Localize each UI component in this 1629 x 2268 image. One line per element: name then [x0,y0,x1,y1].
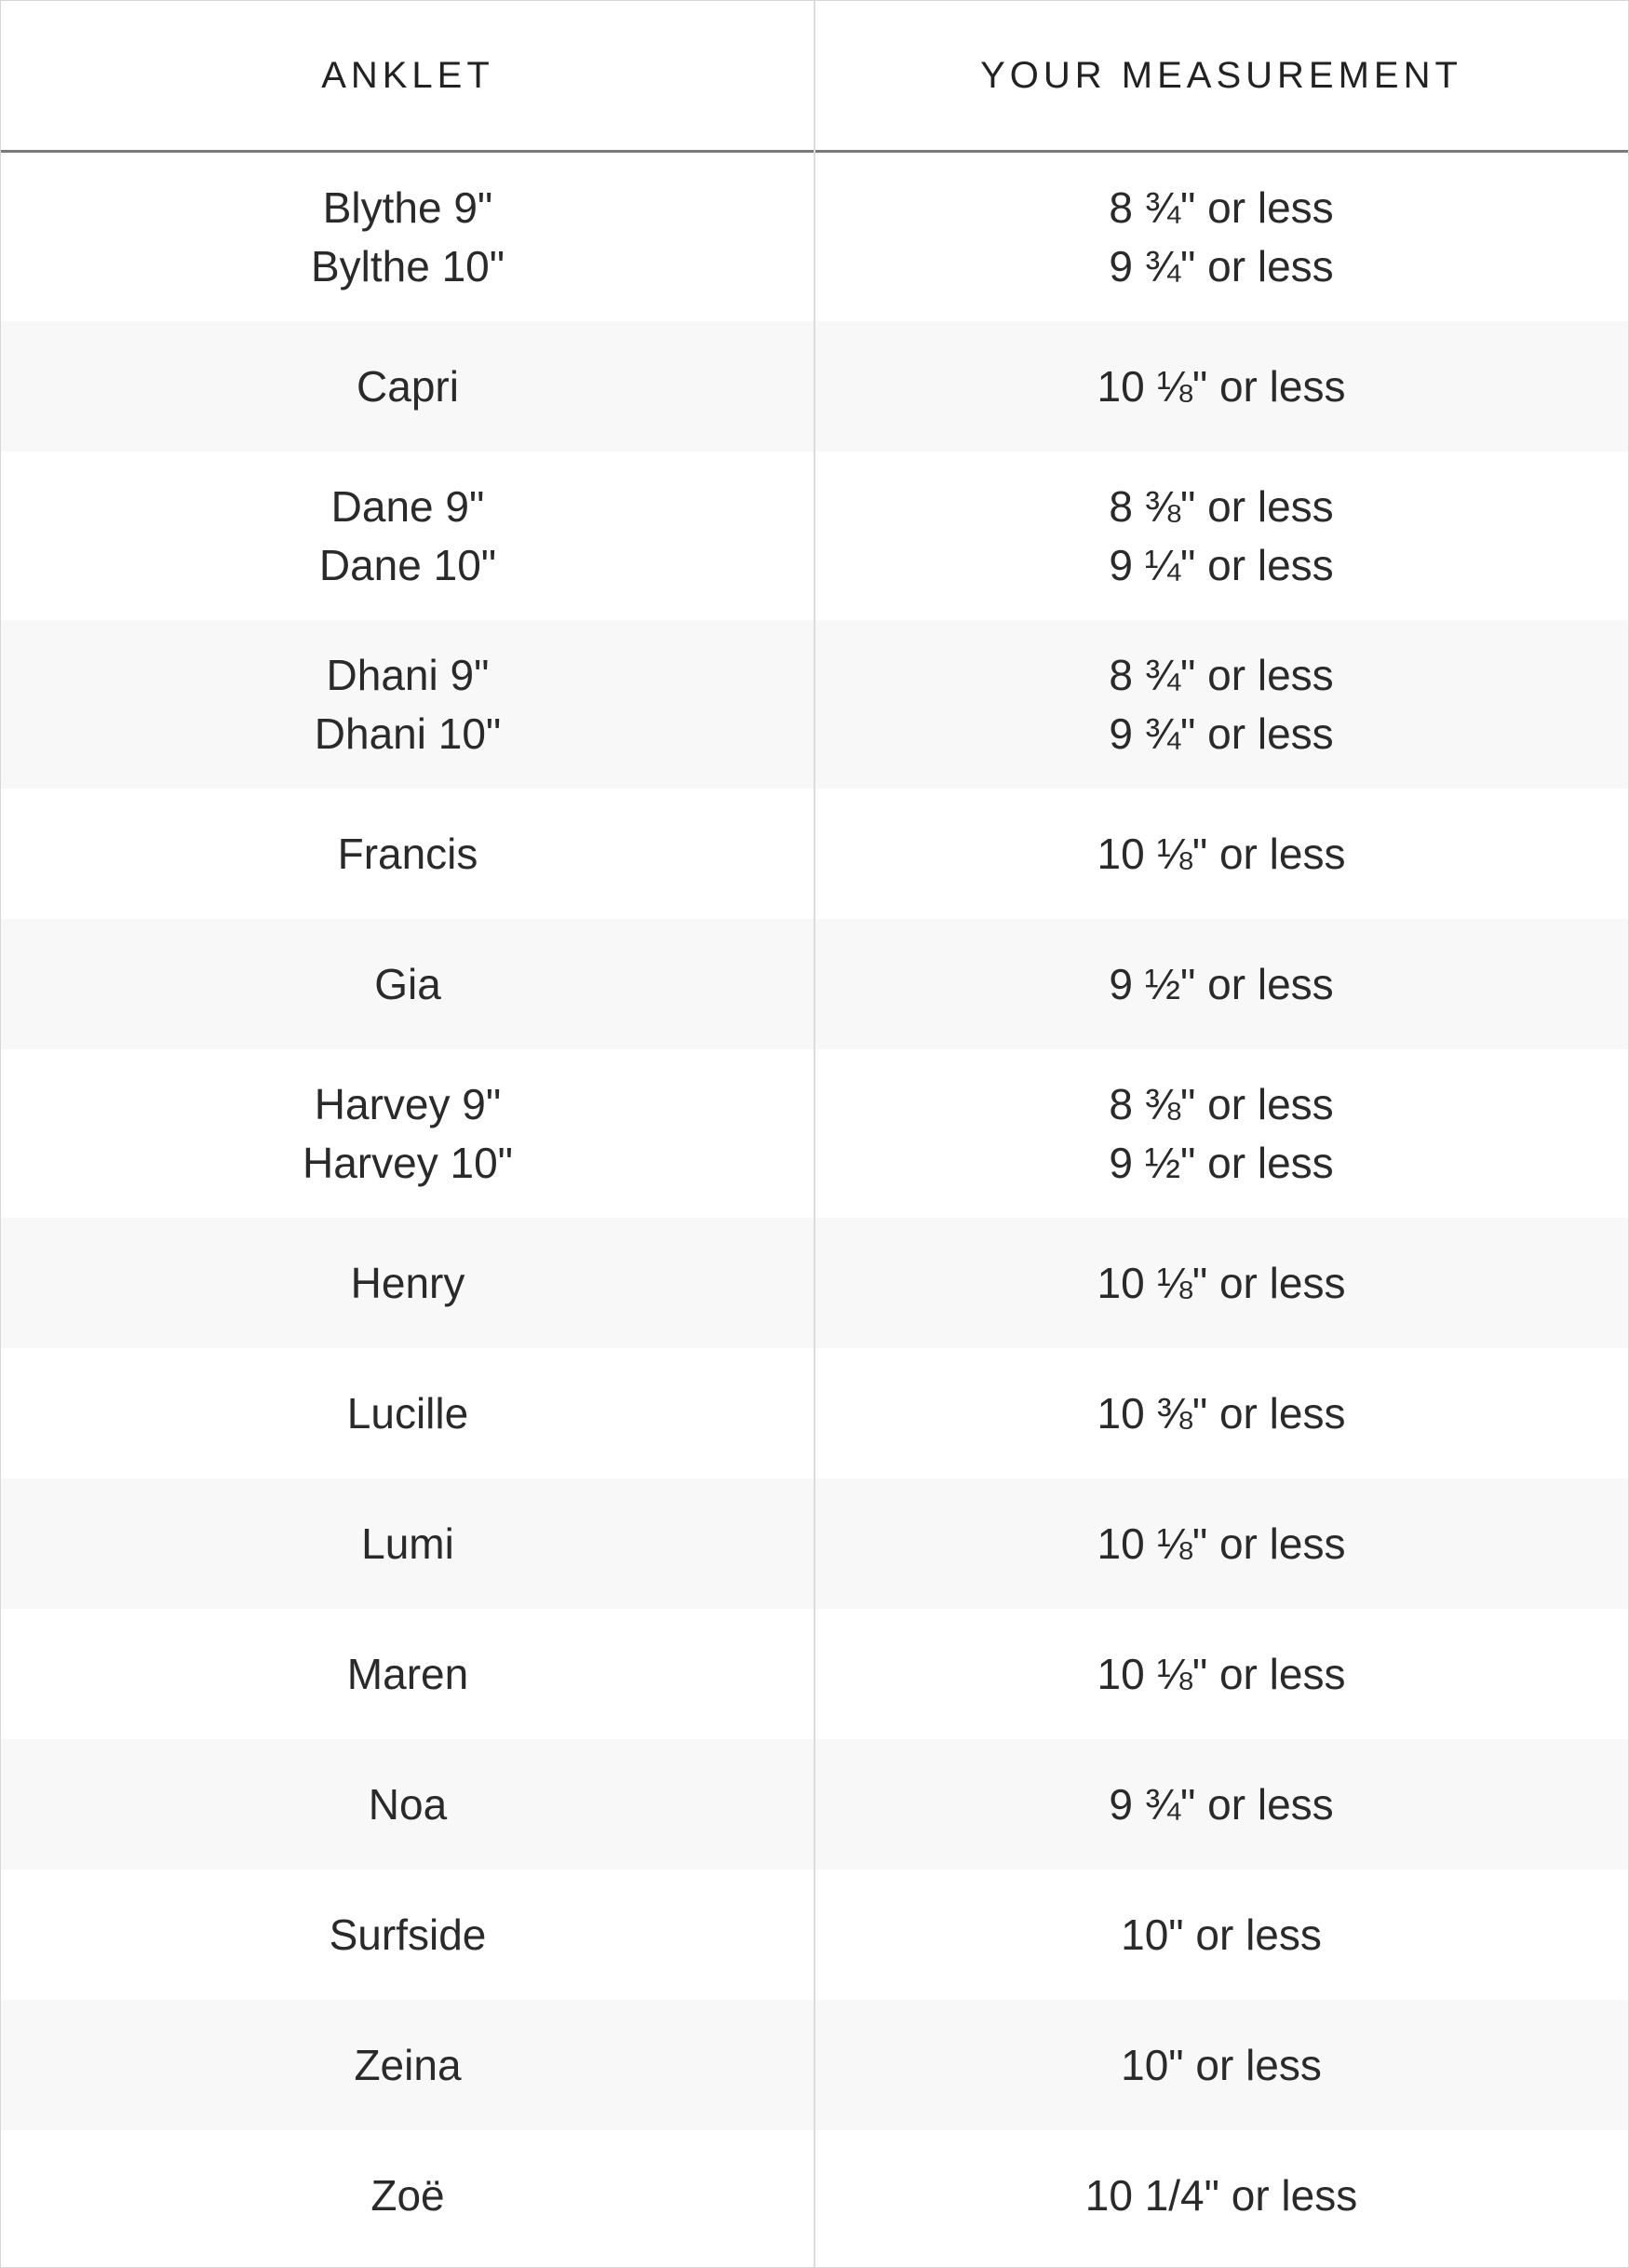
measurement-value: 9 ½" or less [1109,1138,1334,1187]
measurement-value: 10 ⅛" or less [1097,1258,1346,1307]
measurement-value: 10 ⅜" or less [1097,1388,1346,1438]
anklet-cell [1,1384,814,1443]
anklet-name: Capri [357,361,459,411]
measurement-value: 9 ¾" or less [1109,1779,1334,1829]
measurement-value: 10 1/4" or less [1084,2170,1358,2220]
anklet-cell [1,1645,814,1704]
measurement-cell [814,1075,1628,1193]
anklet-name: Surfside [329,1910,487,1959]
measurement-cell [814,825,1628,884]
measurement-cell [814,1906,1628,1964]
measurement-cell [814,1775,1628,1834]
measurement-value: 8 ¾" or less [1109,182,1334,232]
anklet-name: Dane 9" [330,481,485,531]
measurement-cell [814,478,1628,595]
anklet-cell [1,2036,814,2095]
anklet-name: Dhani 10" [314,709,502,758]
measurement-value: 8 ⅜" or less [1109,481,1334,531]
anklet-name: Henry [350,1258,465,1307]
measurement-cell [814,2036,1628,2095]
header-anklet: ANKLET [321,54,494,96]
anklet-cell [1,2167,814,2225]
anklet-name: Dane 10" [318,540,497,589]
anklet-cell [1,955,814,1014]
measurement-cell [814,1254,1628,1313]
anklet-cell [1,1775,814,1834]
anklet-cell [1,1515,814,1573]
measurement-value: 8 ⅜" or less [1109,1079,1334,1128]
anklet-cell [1,646,814,763]
anklet-cell [1,478,814,595]
anklet-cell [1,1075,814,1193]
anklet-cell [1,1906,814,1964]
anklet-cell [1,179,814,296]
measurement-value: 9 ¾" or less [1109,241,1334,290]
measurement-value: 8 ¾" or less [1109,650,1334,699]
header-measurement: YOUR MEASUREMENT [980,54,1462,96]
anklet-name: Zeina [354,2040,462,2089]
measurement-value: 10" or less [1121,2040,1322,2089]
anklet-cell [1,825,814,884]
measurement-cell [814,179,1628,296]
measurement-cell [814,646,1628,763]
measurement-value: 10 ⅛" or less [1097,829,1346,878]
measurement-value: 9 ½" or less [1109,959,1334,1008]
anklet-name: Lucille [346,1388,469,1438]
anklet-name: Lumi [361,1519,454,1568]
anklet-name: Blythe 9" [322,182,493,232]
anklet-name: Harvey 9" [314,1079,502,1128]
measurement-cell [814,358,1628,416]
anklet-name: Francis [337,829,478,878]
measurement-cell [814,2167,1628,2225]
anklet-name: Bylthe 10" [310,241,505,290]
measurement-value: 9 ¼" or less [1109,540,1334,589]
anklet-cell [1,358,814,416]
anklet-name: Zoë [370,2170,445,2220]
anklet-name: Noa [368,1779,448,1829]
measurement-value: 9 ¾" or less [1109,709,1334,758]
measurement-value: 10 ⅛" or less [1097,361,1346,411]
measurement-cell [814,1515,1628,1573]
anklet-name: Harvey 10" [303,1138,513,1187]
anklet-name: Dhani 9" [326,650,490,699]
anklet-name: Maren [346,1649,469,1698]
anklet-cell [1,1254,814,1313]
column-divider [814,1,815,2267]
measurement-cell [814,1645,1628,1704]
measurement-value: 10 ⅛" or less [1097,1649,1346,1698]
measurement-cell [814,1384,1628,1443]
measurement-value: 10" or less [1121,1910,1322,1959]
measurement-cell [814,955,1628,1014]
measurement-value: 10 ⅛" or less [1097,1519,1346,1568]
anklet-name: Gia [374,959,441,1008]
